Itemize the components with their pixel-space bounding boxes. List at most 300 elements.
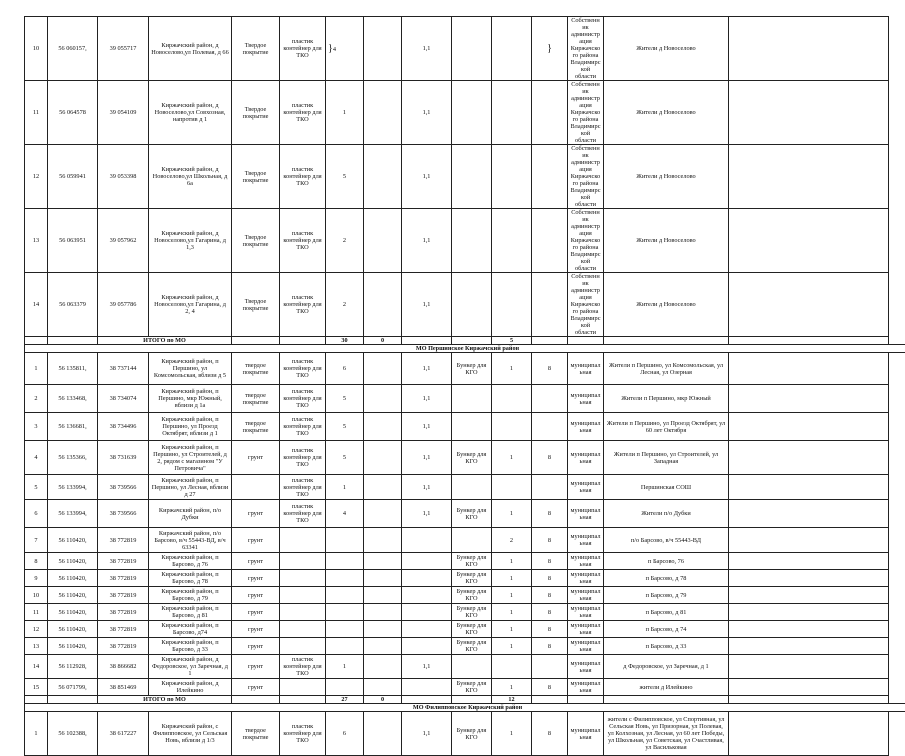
total-spacer — [604, 696, 729, 704]
container-type-cell: пластик контейнер для ТКО — [280, 353, 326, 385]
spare-cell — [729, 385, 889, 413]
bulky-bin-cell — [452, 273, 492, 337]
bulky-bin-cell — [452, 528, 492, 553]
address-cell: Киржачский район, п Барсово, д 33 — [149, 638, 232, 655]
total-spacer — [568, 337, 604, 345]
address-cell: Киржачский район, д Новоселово,ул Школьная, д 6а — [149, 145, 232, 209]
owner-cell: муниципальная — [568, 441, 604, 475]
latitude-cell: 56 060157, — [48, 17, 98, 81]
section-header-row — [25, 704, 905, 712]
row-number: 13 — [25, 209, 48, 273]
container-volume-cell: 1,1 — [402, 81, 452, 145]
owner-cell: муниципальная — [568, 655, 604, 679]
total-spacer — [568, 696, 604, 704]
served-area-cell: п Барсово, 76 — [604, 553, 729, 570]
owner-cell: муниципальная — [568, 621, 604, 638]
latitude-cell: 56 063951 — [48, 209, 98, 273]
total-spacer — [280, 337, 326, 345]
row-number: 9 — [25, 570, 48, 587]
row-number: 7 — [25, 528, 48, 553]
served-area-cell: Жители п/о Дубки — [604, 500, 729, 528]
address-cell: Киржачский район, п/о Дубки — [149, 500, 232, 528]
bulky-count-cell — [492, 81, 532, 145]
bulky-bin-cell: Бункер для КГО — [452, 621, 492, 638]
bulky-bin-cell: Бункер для КГО — [452, 500, 492, 528]
container-type-cell: пластик контейнер для ТКО — [280, 145, 326, 209]
total-row — [25, 337, 905, 345]
served-area-cell: Жители п Першино, мкр Южный — [604, 385, 729, 413]
surface-cell — [232, 475, 280, 500]
planned-count-cell — [364, 587, 402, 604]
owner-cell: муниципальная — [568, 413, 604, 441]
spare-cell — [729, 604, 889, 621]
bulky-bin-cell — [452, 475, 492, 500]
table-row — [25, 209, 905, 273]
spare-cell — [729, 475, 889, 500]
row-number: 11 — [25, 81, 48, 145]
container-count-cell — [326, 587, 364, 604]
owner-cell: муниципальная — [568, 712, 604, 756]
table-row — [25, 638, 905, 655]
container-count-cell — [326, 475, 364, 500]
planned-count-cell — [364, 655, 402, 679]
row-number: 4 — [25, 441, 48, 475]
container-count: 4 — [333, 46, 336, 53]
table-row — [25, 475, 905, 500]
table-row — [25, 500, 905, 528]
spare-cell — [729, 528, 889, 553]
owner-cell: муниципальная — [568, 385, 604, 413]
bulky-bin-cell — [452, 413, 492, 441]
longitude-cell: 38 772819 — [98, 528, 149, 553]
bulky-bin-cell: Бункер для КГО — [452, 587, 492, 604]
table-row — [25, 712, 905, 756]
planned-count-cell — [364, 553, 402, 570]
bulky-count-cell — [492, 385, 532, 413]
total-row — [25, 696, 905, 704]
table-row — [25, 81, 905, 145]
surface-cell: твердое покрытие — [232, 385, 280, 413]
surface-cell: твердое покрытие — [232, 712, 280, 756]
owner-cell: Собственник администрация Киржачского района Владимирской области — [568, 17, 604, 81]
total-spacer — [532, 696, 568, 704]
planned-count-cell — [364, 621, 402, 638]
spare-cell — [729, 413, 889, 441]
longitude-cell: 38 772819 — [98, 604, 149, 621]
bulky-volume-cell: 8 — [532, 528, 568, 553]
served-area-cell: Жители д Новоселово — [604, 209, 729, 273]
longitude-cell: 38 851469 — [98, 679, 149, 696]
served-area-cell: д Федоровское, ул Заречная, д 1 — [604, 655, 729, 679]
bulky-volume-cell: 8 — [532, 712, 568, 756]
container-volume-cell: 1,1 — [402, 145, 452, 209]
total-spacer — [452, 337, 492, 345]
container-volume-cell: 1,1 — [402, 712, 452, 756]
total-spacer — [532, 337, 568, 345]
bulky-volume-cell: 8 — [532, 353, 568, 385]
bulky-bin-cell: Бункер для КГО — [452, 353, 492, 385]
latitude-cell: 56 110420, — [48, 604, 98, 621]
bulky-volume-cell — [532, 273, 568, 337]
total-spacer — [48, 696, 98, 704]
container-volume-cell: 1,1 — [402, 655, 452, 679]
table-row — [25, 145, 905, 209]
surface-cell: твердое покрытие — [232, 353, 280, 385]
container-type-cell — [280, 621, 326, 638]
bulky-bin-cell: Бункер для КГО — [452, 604, 492, 621]
longitude-cell: 38 731639 — [98, 441, 149, 475]
latitude-cell: 56 063379 — [48, 273, 98, 337]
total-spacer — [402, 696, 452, 704]
container-type-cell: пластик контейнер для ТКО — [280, 441, 326, 475]
address-cell: Киржачский район, п/о Барсово, в/ч 55443-ВД, в/ч 63341 — [149, 528, 232, 553]
container-count-cell — [326, 570, 364, 587]
container-type-cell: пластик контейнер для ТКО — [280, 475, 326, 500]
bulky-bin-cell: Бункер для КГО — [452, 638, 492, 655]
container-volume-cell — [402, 587, 452, 604]
address-cell: Киржачский район, д Новоселово,ул Совхозная, напротив д 1 — [149, 81, 232, 145]
bulky-volume-cell: 8 — [532, 587, 568, 604]
bulky-count-cell: 1 — [492, 587, 532, 604]
table-row — [25, 353, 905, 385]
total-bulky: 12 — [492, 696, 532, 704]
planned-count-cell — [364, 145, 402, 209]
container-count-cell — [326, 81, 364, 145]
container-count-cell — [326, 441, 364, 475]
surface-cell: Твердое покрытие — [232, 273, 280, 337]
longitude-cell: 38 739566 — [98, 475, 149, 500]
container-type-cell — [280, 570, 326, 587]
latitude-cell: 56 110420, — [48, 528, 98, 553]
table-row — [25, 570, 905, 587]
table-row — [25, 679, 905, 696]
row-number: 12 — [25, 145, 48, 209]
container-volume-cell — [402, 553, 452, 570]
container-volume-cell: 1,1 — [402, 441, 452, 475]
served-area-cell: Жители д Новоселово — [604, 145, 729, 209]
latitude-cell: 56 133994, — [48, 475, 98, 500]
spare-cell — [729, 17, 889, 81]
bulky-bin-cell — [452, 17, 492, 81]
bulky-count-cell: 1 — [492, 679, 532, 696]
bulky-count-cell — [492, 655, 532, 679]
container-volume-cell: 1,1 — [402, 475, 452, 500]
total-spacer — [232, 696, 280, 704]
waste-sites-table — [24, 16, 905, 756]
container-type-cell: пластик контейнер для ТКО — [280, 385, 326, 413]
section-title: МО Филипповское Киржачский район — [25, 704, 905, 712]
longitude-cell: 38 772819 — [98, 570, 149, 587]
owner-cell: Собственник администрация Киржачского района Владимирской области — [568, 273, 604, 337]
row-number: 12 — [25, 621, 48, 638]
address-cell: Киржачский район, п Барсово, д 78 — [149, 570, 232, 587]
container-volume-cell: 1,1 — [402, 385, 452, 413]
container-count-cell — [326, 353, 364, 385]
latitude-cell: 56 133994, — [48, 500, 98, 528]
bulky-count-cell — [492, 475, 532, 500]
total-spacer — [232, 337, 280, 345]
spare-cell — [729, 553, 889, 570]
bulky-volume-cell — [532, 385, 568, 413]
container-count: 6 — [343, 365, 346, 372]
container-type-cell — [280, 553, 326, 570]
bulky-count-cell: 1 — [492, 441, 532, 475]
container-type-cell: пластик контейнер для ТКО — [280, 413, 326, 441]
bulky-count-cell: 1 — [492, 553, 532, 570]
section-header-row — [25, 345, 905, 353]
container-count-cell — [326, 679, 364, 696]
container-volume-cell — [402, 604, 452, 621]
bulky-volume-cell: 8 — [532, 638, 568, 655]
container-type-cell: пластик контейнер для ТКО — [280, 209, 326, 273]
bulky-volume-cell: 8 — [532, 679, 568, 696]
longitude-cell: 38 772819 — [98, 553, 149, 570]
container-count: 5 — [343, 423, 346, 430]
bulky-bin-cell: Бункер для КГО — [452, 553, 492, 570]
row-number: 10 — [25, 587, 48, 604]
container-type-cell: пластик контейнер для ТКО — [280, 655, 326, 679]
owner-cell: муниципальная — [568, 353, 604, 385]
total-spacer — [729, 337, 889, 345]
bulky-volume-cell: 8 — [532, 441, 568, 475]
served-area-cell: п Барсово, д 33 — [604, 638, 729, 655]
latitude-cell: 56 110420, — [48, 638, 98, 655]
row-number: 15 — [25, 679, 48, 696]
registry-sheet — [24, 16, 866, 756]
bulky-count-cell — [492, 413, 532, 441]
longitude-cell: 38 739566 — [98, 500, 149, 528]
surface-cell: Твердое покрытие — [232, 17, 280, 81]
bulky-bin-cell: Бункер для КГО — [452, 441, 492, 475]
longitude-cell: 39 057786 — [98, 273, 149, 337]
spare-cell — [729, 353, 889, 385]
spare-cell — [729, 441, 889, 475]
table-row — [25, 604, 905, 621]
served-area-cell: Жители д Новоселово — [604, 273, 729, 337]
latitude-cell: 56 102388, — [48, 712, 98, 756]
table-row — [25, 528, 905, 553]
container-count-cell — [326, 145, 364, 209]
surface-cell: грунт — [232, 553, 280, 570]
latitude-cell: 56 110420, — [48, 570, 98, 587]
row-number: 5 — [25, 475, 48, 500]
table-row — [25, 441, 905, 475]
container-type-cell: пластик контейнер для ТКО — [280, 81, 326, 145]
latitude-cell: 56 112928, — [48, 655, 98, 679]
address-cell: Киржачский район, д Илейкино — [149, 679, 232, 696]
owner-cell: муниципальная — [568, 604, 604, 621]
surface-cell: грунт — [232, 570, 280, 587]
bulky-volume-cell: 8 — [532, 570, 568, 587]
total-spacer — [402, 337, 452, 345]
served-area-cell: п Барсово, д 74 — [604, 621, 729, 638]
surface-cell: Твердое покрытие — [232, 81, 280, 145]
container-type-cell: пластик контейнер для ТКО — [280, 500, 326, 528]
served-area-cell: п Барсово, д 81 — [604, 604, 729, 621]
served-area-cell: жители с Филипповское, ул Спортивная, ул Сельская Новь, ул Призорная, ул Полевая, ул Колхозная, ул Лесная, ул 60 лет Победы, ул Школьная, ул Советская, ул Счастливая, ул Васильковая — [604, 712, 729, 756]
surface-cell: грунт — [232, 587, 280, 604]
planned-count-cell — [364, 500, 402, 528]
latitude-cell: 56 135811, — [48, 353, 98, 385]
spare-cell — [729, 712, 889, 756]
address-cell: Киржачский район, п Першино, ул Строителей, д 2, рядом с магазином "У Петровича" — [149, 441, 232, 475]
total-label: ИТОГО по МО — [98, 696, 232, 704]
latitude-cell: 56 135366, — [48, 441, 98, 475]
spare-cell — [729, 81, 889, 145]
longitude-cell: 39 054109 — [98, 81, 149, 145]
latitude-cell: 56 110420, — [48, 621, 98, 638]
owner-cell: муниципальная — [568, 500, 604, 528]
row-number: 10 — [25, 17, 48, 81]
table-row — [25, 17, 905, 81]
total-spacer — [48, 337, 98, 345]
owner-cell: муниципальная — [568, 475, 604, 500]
bulky-volume-cell: 8 — [532, 604, 568, 621]
planned-count-cell — [364, 638, 402, 655]
container-count-cell — [326, 604, 364, 621]
surface-cell: грунт — [232, 679, 280, 696]
container-volume-cell: 1,1 — [402, 353, 452, 385]
longitude-cell: 38 866682 — [98, 655, 149, 679]
container-type-cell: пластик контейнер для ТКО — [280, 712, 326, 756]
latitude-cell: 56 136681, — [48, 413, 98, 441]
container-count-cell — [326, 209, 364, 273]
longitude-cell: 39 053398 — [98, 145, 149, 209]
container-type-cell — [280, 528, 326, 553]
planned-count-cell — [364, 273, 402, 337]
planned-count-cell — [364, 17, 402, 81]
bulky-count-cell: 1 — [492, 638, 532, 655]
bulky-count-cell: 2 — [492, 528, 532, 553]
total-planned: 0 — [364, 696, 402, 704]
container-volume-cell: 1,1 — [402, 209, 452, 273]
table-row — [25, 413, 905, 441]
total-bulky: 5 — [492, 337, 532, 345]
container-count: 5 — [343, 395, 346, 402]
planned-count-cell — [364, 209, 402, 273]
served-area-cell: жители д Илейкино — [604, 679, 729, 696]
owner-cell: муниципальная — [568, 553, 604, 570]
address-cell: Киржачский район, п Першино, мкр Южный, вблизи д 1а — [149, 385, 232, 413]
address-cell: Киржачский район, с Филипповское, ул Сельская Новь, вблизи д 1/3 — [149, 712, 232, 756]
surface-cell: грунт — [232, 528, 280, 553]
served-area-cell: Жители п Першино, ул Проезд Октябрят, ул 60 лет Октября — [604, 413, 729, 441]
spare-cell — [729, 655, 889, 679]
owner-cell: Собственник администрация Киржачского района Владимирской области — [568, 209, 604, 273]
spare-cell — [729, 209, 889, 273]
container-type-cell — [280, 638, 326, 655]
bulky-count-cell: 1 — [492, 621, 532, 638]
owner-cell: Собственник администрация Киржачского района Владимирской области — [568, 145, 604, 209]
planned-count-cell — [364, 81, 402, 145]
container-count-cell — [326, 712, 364, 756]
container-count: 5 — [343, 454, 346, 461]
row-number: 13 — [25, 638, 48, 655]
bulky-volume-cell — [532, 145, 568, 209]
spare-cell — [729, 273, 889, 337]
address-cell: Киржачский район, п Барсово, д74 — [149, 621, 232, 638]
planned-count-cell — [364, 475, 402, 500]
spare-cell — [729, 621, 889, 638]
latitude-cell: 56 059941 — [48, 145, 98, 209]
surface-cell: грунт — [232, 638, 280, 655]
container-count: 4 — [343, 510, 346, 517]
total-containers: 30 — [326, 337, 364, 345]
surface-cell: грунт — [232, 621, 280, 638]
address-cell: Киржачский район, п Барсово, д 79 — [149, 587, 232, 604]
longitude-cell: 38 617227 — [98, 712, 149, 756]
bulky-volume-cell: 8 — [532, 500, 568, 528]
container-count-cell — [326, 17, 364, 81]
owner-cell: муниципальная — [568, 570, 604, 587]
bulky-count-cell: 1 — [492, 712, 532, 756]
container-volume-cell: 1,1 — [402, 273, 452, 337]
container-count: 2 — [343, 301, 346, 308]
bulky-volume-cell — [532, 475, 568, 500]
longitude-cell: 39 055717 — [98, 17, 149, 81]
served-area-cell: Жители п Першино, ул Строителей, ул Западная — [604, 441, 729, 475]
container-volume-cell — [402, 570, 452, 587]
spare-cell — [729, 570, 889, 587]
address-cell: Киржачский район, п Першино, ул Лесная, вблизи д 27 — [149, 475, 232, 500]
owner-cell: муниципальная — [568, 587, 604, 604]
planned-count-cell — [364, 353, 402, 385]
total-spacer — [452, 696, 492, 704]
container-count-cell — [326, 385, 364, 413]
row-number: 6 — [25, 500, 48, 528]
container-type-cell: пластик контейнер для ТКО — [280, 17, 326, 81]
table-row — [25, 587, 905, 604]
total-spacer — [280, 696, 326, 704]
served-area-cell: Першинская СОШ — [604, 475, 729, 500]
container-count-cell — [326, 638, 364, 655]
container-type-cell — [280, 679, 326, 696]
bulky-volume-cell: } — [532, 17, 568, 81]
served-area-cell: Жители д Новоселово — [604, 17, 729, 81]
surface-cell: грунт — [232, 500, 280, 528]
surface-cell: грунт — [232, 655, 280, 679]
served-area-cell: Жители д Новоселово — [604, 81, 729, 145]
bulky-count-cell: 1 — [492, 353, 532, 385]
total-planned: 0 — [364, 337, 402, 345]
total-spacer — [729, 696, 889, 704]
owner-cell: Собственник администрация Киржачского района Владимирской области — [568, 81, 604, 145]
address-cell: Киржачский район, д Новоселово,ул Гагарина, д 1,3 — [149, 209, 232, 273]
container-volume-cell — [402, 528, 452, 553]
bulky-volume-cell: 8 — [532, 621, 568, 638]
container-volume-cell: 1,1 — [402, 500, 452, 528]
planned-count-cell — [364, 385, 402, 413]
bulky-bin-cell — [452, 655, 492, 679]
planned-count-cell — [364, 679, 402, 696]
bulky-count-cell — [492, 145, 532, 209]
total-spacer — [604, 337, 729, 345]
row-number: 2 — [25, 385, 48, 413]
latitude-cell: 56 071799, — [48, 679, 98, 696]
planned-count-cell — [364, 570, 402, 587]
longitude-cell: 38 772819 — [98, 638, 149, 655]
bulky-count-cell — [492, 273, 532, 337]
row-number: 14 — [25, 655, 48, 679]
surface-cell: грунт — [232, 441, 280, 475]
section-title: МО Першинское Киржачский район — [25, 345, 905, 353]
container-count: 1 — [343, 109, 346, 116]
served-area-cell: п/о Барсово, в/ч 55443-ВД — [604, 528, 729, 553]
bulky-count-cell: 1 — [492, 570, 532, 587]
row-number: 8 — [25, 553, 48, 570]
bulky-bin-cell — [452, 145, 492, 209]
address-cell: Киржачский район, д Новоселово,ул Полевая, д 66 — [149, 17, 232, 81]
